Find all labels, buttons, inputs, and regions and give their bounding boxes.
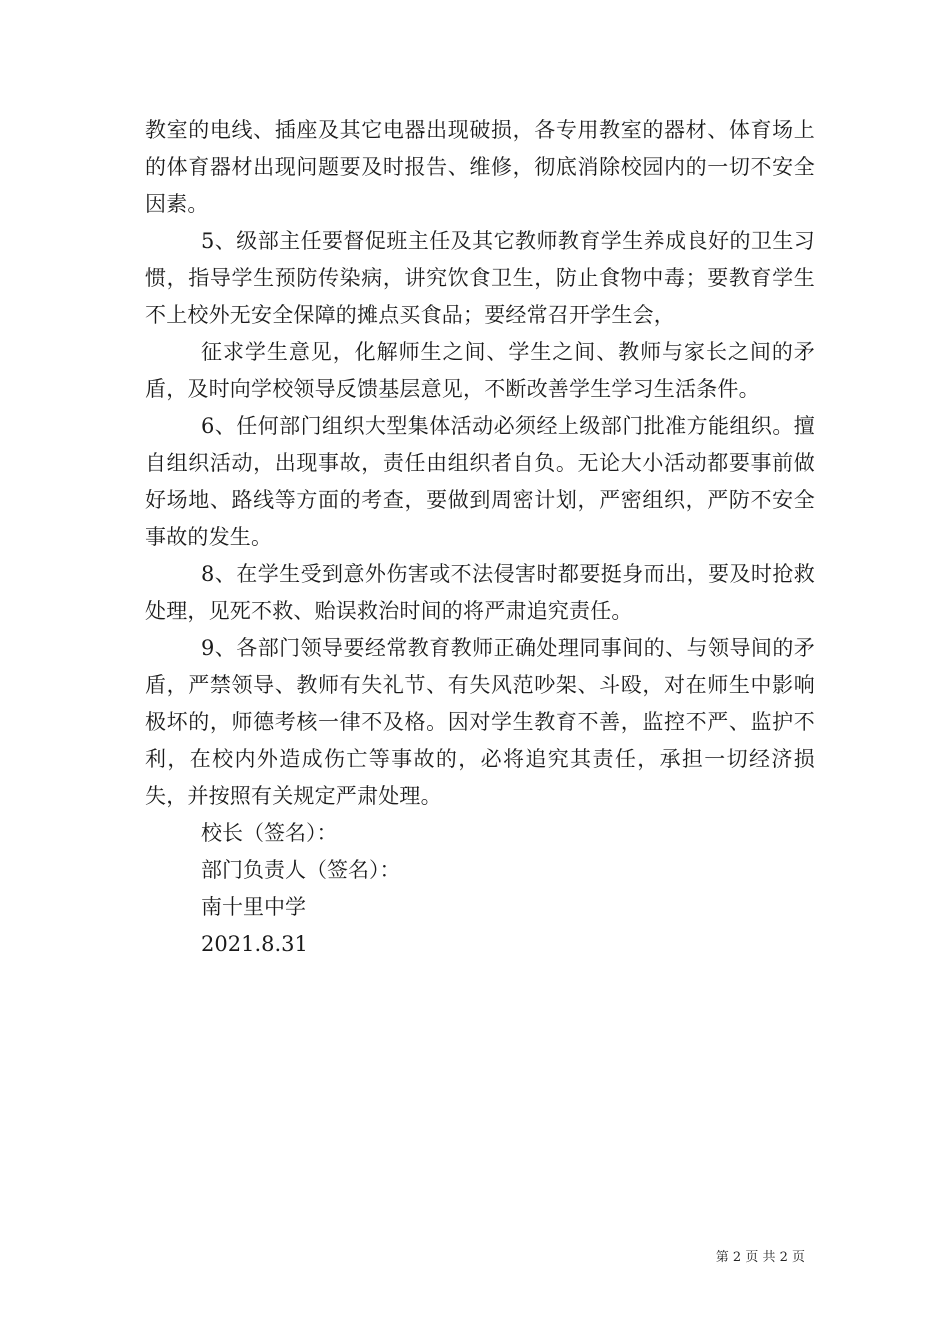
- signature-block: [145, 815, 815, 963]
- paragraph-item-5: 5、级部主任要督促班主任及其它教师教育学生养成良好的卫生习惯，指导学生预防传染病，讲究饮食卫生，防止食物中毒；要教育学生不上校外无安全保障的摊点买食品；要经常召开学生会，: [145, 229, 815, 327]
- paragraph-item-5-continued: 征求学生意见，化解师生之间、学生之间、教师与家长之间的矛盾，及时向学校领导反馈基层意见，不断改善学生学习生活条件。: [145, 340, 815, 401]
- department-head-signature-line: 部门负责人（签名）：: [201, 858, 401, 882]
- paragraph-item-6: 6、任何部门组织大型集体活动必须经上级部门批准方能组织。擅自组织活动，出现事故，责任由组织者自负。无论大小活动都要事前做好场地、路线等方面的考查，要做到周密计划，严密组织，严防不安全事故的发生。: [145, 414, 815, 549]
- paragraph-1: 教室的电线、插座及其它电器出现破损，各专用教室的器材、体育场上的体育器材出现问题要及时报告、维修，彻底消除校园内的一切不安全因素。: [145, 118, 815, 216]
- school-name: 南十里中学: [201, 895, 306, 919]
- page-number-footer: 第 2 页 共 2 页: [715, 1250, 805, 1265]
- document-date: 2021.8.31: [201, 932, 308, 956]
- principal-signature-line: 校长（签名）：: [201, 821, 338, 845]
- document-body: [145, 112, 815, 963]
- paragraph-item-8: 8、在学生受到意外伤害或不法侵害时都要挺身而出，要及时抢救处理，见死不救、贻误救治时间的将严肃追究责任。: [145, 562, 815, 623]
- paragraph-item-9: 9、各部门领导要经常教育教师正确处理同事间的、与领导间的矛盾，严禁领导、教师有失礼节、有失风范吵架、斗殴，对在师生中影响极坏的，师德考核一律不及格。因对学生教育不善，监控不严、监护不利，在校内外造成伤亡等事故的，必将追究其责任，承担一切经济损失，并按照有关规定严肃处理。: [145, 636, 815, 808]
